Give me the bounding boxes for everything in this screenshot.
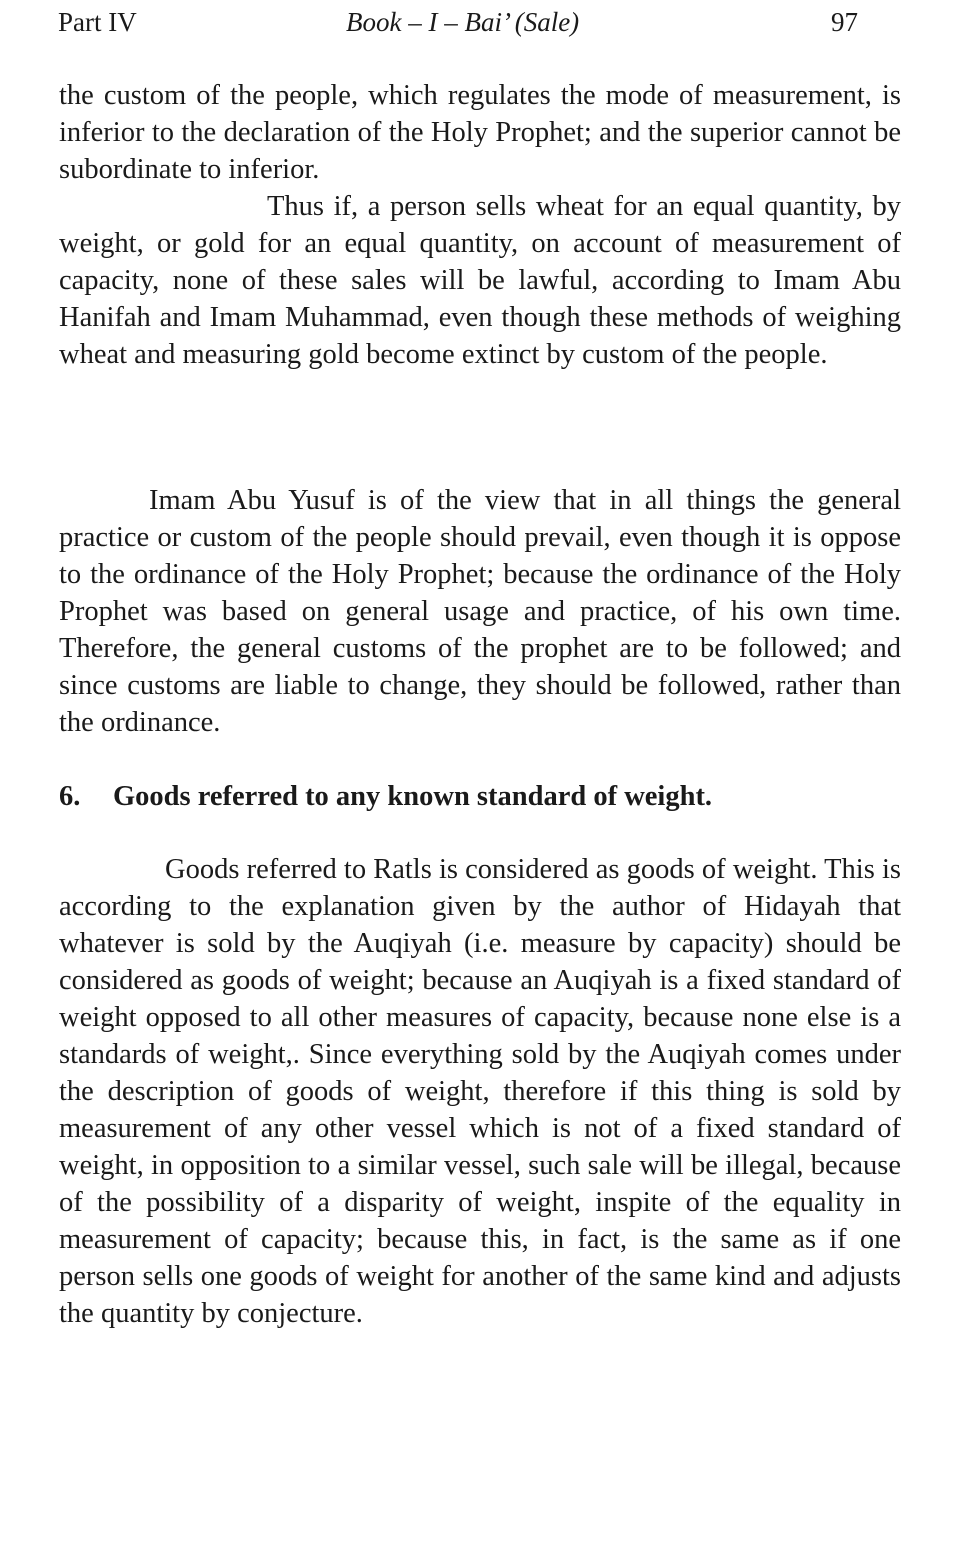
paragraph: Goods referred to Ratls is considered as goods of weight. This is according to the explanation given by the author of Hidayah that whatever is sold by the Auqiyah (i.e. measure by capacity) should be considered as goods of weight; because an Auqiyah is a fixed standard of weight opposed to all other measures of capacity, because none else is a standards of weight,. Since everything sold by the Auqiyah comes under the description of goods of weight, therefore if this thing is sold by measurement of any other vessel which is not of a fixed standard of weight, in opposition to a similar vessel, such sale will be illegal, because of the possibility of a disparity of weight, inspite of the equality in measurement of capacity; because this, in fact, is the same as if one person sells one goods of weight for another of the same kind and adjusts the quantity by conjecture.	[59, 854, 901, 1329]
paragraph: Thus if, a person sells wheat for an equal quantity, by weight, or gold for an equal quantity, on account of measurement of capacity, none of these sales will be lawful, according to Imam Abu Hanifah and Imam Muhammad, even though these methods of weighing wheat and measuring gold become extinct by custom of the people.	[59, 191, 901, 370]
running-header	[58, 4, 858, 40]
part-label: Part IV	[58, 7, 137, 37]
book-title: Book – I – Bai’ (Sale)	[346, 7, 580, 37]
section-heading	[59, 778, 901, 815]
section-title: Goods referred to any known standard of weight.	[113, 781, 713, 812]
page-number: 97	[831, 7, 858, 37]
paragraph: Imam Abu Yusuf is of the view that in all things the general practice or custom of the people should prevail, even though it is oppose to the ordinance of the Holy Prophet; because the ordinance of the Holy Prophet was based on general usage and practice, of his own time. Therefore, the general customs of the prophet are to be followed; and since customs are liable to change, they should be followed, rather than the ordinance.	[59, 485, 901, 738]
paragraph: the custom of the people, which regulates the mode of measurement, is inferior to the declaration of the Holy Prophet; and the superior cannot be subordinate to inferior.	[59, 80, 901, 185]
section-number: 6.	[59, 781, 81, 812]
